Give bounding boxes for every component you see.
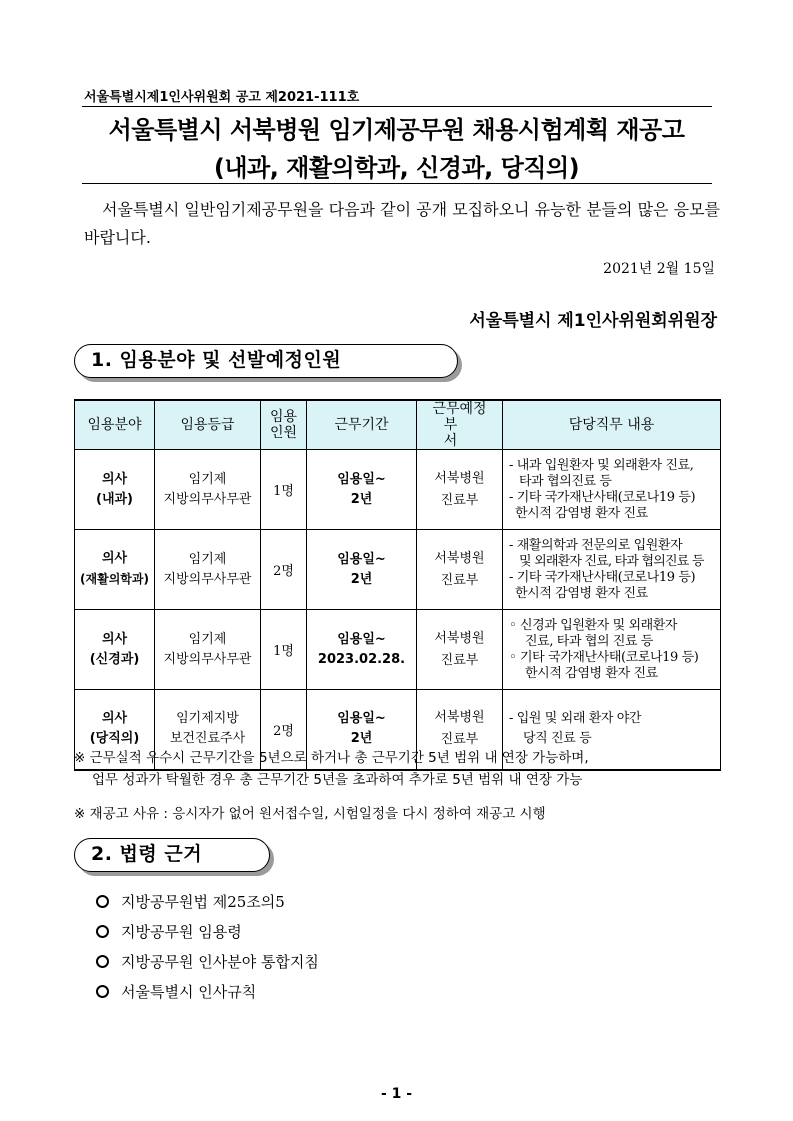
cell-field: 의사 (당직의)	[75, 690, 155, 770]
cell-period: 임용일~ 2년	[307, 450, 417, 530]
cell-grade: 임기제지방 보건진료주사	[155, 690, 261, 770]
table-row	[75, 530, 721, 610]
cell-grade: 임기제 지방의무사무관	[155, 450, 261, 530]
cell-count: 1명	[261, 610, 307, 690]
legal-basis-list	[96, 886, 319, 1006]
cell-duty: - 내과 입원환자 및 외래환자 진료, 타과 협의진료 등 - 기타 국가재난사태(코로나19 등) 한시적 감염병 환자 진료	[503, 450, 721, 530]
section-2-heading: 2. 법령 근거	[74, 838, 270, 872]
cell-dept: 서북병원 진료부	[417, 450, 503, 530]
circle-bullet-icon	[96, 955, 109, 968]
list-item: 지방공무원 인사분야 통합지침	[96, 946, 319, 976]
page-title: 서울특별시 서북병원 임기제공무원 채용시험계획 재공고	[108, 116, 685, 144]
cell-count: 1명	[261, 450, 307, 530]
table-row	[75, 450, 721, 530]
table-header-row	[75, 400, 721, 450]
extension-note: ※ 근무실적 우수시 근무기간을 5년으로 하거나 총 근무기간 5년 범위 내 연장 가능하며, 업무 성과가 탁월한 경우 총 근무기간 5년을 초과하여 추가로 5년 범위 내 연장 가능	[74, 750, 589, 788]
notice-number: 서울특별시제1인사위원회 공고 제2021-111호	[84, 90, 360, 105]
header-duty: 담당직무 내용	[503, 400, 721, 450]
cell-field: 의사 (내과)	[75, 450, 155, 530]
page-subtitle: (내과, 재활의학과, 신경과, 당직의)	[213, 154, 580, 182]
circle-bullet-icon	[96, 895, 109, 908]
title-rule-bottom	[82, 183, 712, 184]
announcement-date: 2021년 2월 15일	[603, 261, 715, 277]
list-item: 지방공무원법 제25조의5	[96, 886, 319, 916]
cell-period: 임용일~ 2년	[307, 690, 417, 770]
title-rule-top	[82, 106, 712, 107]
header-dept: 근무예정 부 서	[417, 400, 503, 450]
cell-dept: 서북병원 진료부	[417, 610, 503, 690]
circle-bullet-icon	[96, 925, 109, 938]
cell-period: 임용일~ 2년	[307, 530, 417, 610]
issuer: 서울특별시 제1인사위원회위원장	[469, 311, 717, 331]
cell-period: 임용일~ 2023.02.28.	[307, 610, 417, 690]
cell-duty: ◦ 신경과 입원환자 및 외래환자 진료, 타과 협의 진료 등 ◦ 기타 국가재난사태(코로나19 등) 한시적 감염병 환자 진료	[503, 610, 721, 690]
recruitment-table	[74, 399, 721, 771]
section-1-heading: 1. 임용분야 및 선발예정인원	[74, 344, 458, 378]
header-period: 근무기간	[307, 400, 417, 450]
intro-paragraph: 서울특별시 일반임기제공무원을 다음과 같이 공개 모집하오니 유능한 분들의 많은 응모를 바랍니다.	[84, 200, 720, 247]
header-count: 임용 인원	[261, 400, 307, 450]
cell-count: 2명	[261, 690, 307, 770]
cell-dept: 서북병원 진료부	[417, 690, 503, 770]
cell-field: 의사 (재활의학과)	[75, 530, 155, 610]
circle-bullet-icon	[96, 985, 109, 998]
list-item: 서울특별시 인사규칙	[96, 976, 319, 1006]
table-row	[75, 610, 721, 690]
cell-grade: 임기제 지방의무사무관	[155, 610, 261, 690]
header-grade: 임용등급	[155, 400, 261, 450]
cell-grade: 임기제 지방의무사무관	[155, 530, 261, 610]
cell-duty: - 재활의학과 전문의로 입원환자 및 외래환자 진료, 타과 협의진료 등 - 기타 국가재난사태(코로나19 등) 한시적 감염병 환자 진료	[503, 530, 721, 610]
cell-count: 2명	[261, 530, 307, 610]
page-number: - 1 -	[380, 1086, 413, 1102]
list-item: 지방공무원 임용령	[96, 916, 319, 946]
repost-reason-note: ※ 재공고 사유 : 응시자가 없어 원서접수일, 시험일정을 다시 정하여 재공고 시행	[74, 806, 546, 822]
header-field: 임용분야	[75, 400, 155, 450]
cell-field: 의사 (신경과)	[75, 610, 155, 690]
cell-dept: 서북병원 진료부	[417, 530, 503, 610]
cell-duty: - 입원 및 외래 환자 야간 당직 진료 등	[503, 690, 721, 770]
